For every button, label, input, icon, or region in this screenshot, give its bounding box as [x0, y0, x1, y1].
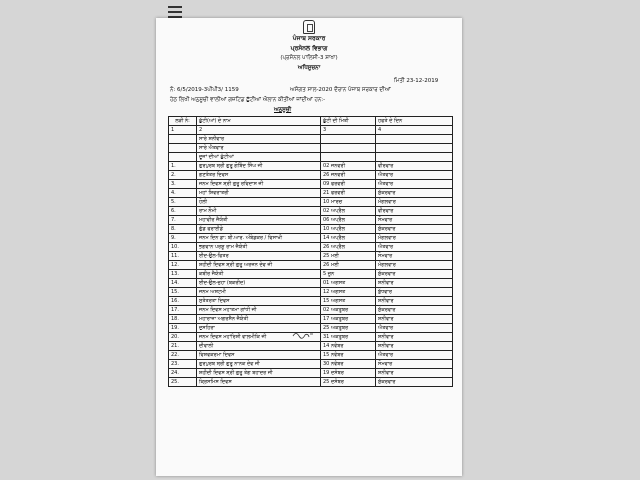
note-row: [169, 144, 453, 153]
holiday-date-cell: 02 ਅਪ੍ਰੈਲ: [321, 207, 376, 216]
header-cell: ਲੜੀ ਨੰ:: [169, 117, 197, 126]
holiday-name-cell: ਜਨਮ ਦਿਵਸ ਮਹਾਤਮਾ ਗਾਂਧੀ ਜੀ: [197, 306, 321, 315]
holiday-row: [169, 216, 453, 225]
holiday-name-cell: ਸ਼ਹੀਦੀ ਦਿਵਸ ਸ਼੍ਰੀ ਗੁਰੂ ਤੇਗ ਬਹਾਦਰ ਜੀ: [197, 369, 321, 378]
emblem-icon: [303, 20, 315, 34]
weekday-cell: ਸੋਮਵਾਰ: [376, 360, 453, 369]
holiday-name-cell: ਹੋਲੀ: [197, 198, 321, 207]
weekday-cell: ਸੋਮਵਾਰ: [376, 252, 453, 261]
holiday-name-cell: ਜਨਮ ਦਿਵਸ ਮਹਾਂਰਿਸ਼ੀ ਵਾਲਮੀਕਿ ਜੀ: [197, 333, 321, 342]
serial-cell: 15.: [169, 288, 197, 297]
holiday-name-cell: ਗਣਤੰਤਰ ਦਿਵਸ: [197, 171, 321, 180]
holiday-date-cell: 25 ਅਕਤੂਬਰ: [321, 324, 376, 333]
column-number: 3: [321, 126, 376, 135]
holiday-name-cell: ਮਹਾਵੀਰ ਜੈਯੰਤੀ: [197, 216, 321, 225]
holiday-name-cell: ਰਾਮ ਨੌਮੀ: [197, 207, 321, 216]
serial-cell: 18.: [169, 315, 197, 324]
holiday-row: [169, 261, 453, 270]
weekday-cell: ਸ਼ੁੱਕਰਵਾਰ: [376, 306, 453, 315]
holiday-name-cell: ਜਨਮ ਦਿਨ ਡਾ: ਬੀ.ਆਰ. ਅੰਬੇਡਕਰ / ਵਿਸਾਖੀ: [197, 234, 321, 243]
schedule-subtitle: ਅਨੁਸੂਚੀ: [274, 107, 292, 113]
serial-cell: 17.: [169, 306, 197, 315]
holiday-date-cell: 25 ਮਈ: [321, 252, 376, 261]
holiday-date-cell: 12 ਅਗਸਤ: [321, 288, 376, 297]
holiday-row: [169, 243, 453, 252]
header-row: [169, 117, 453, 126]
holiday-row: [169, 306, 453, 315]
serial-cell: 12.: [169, 261, 197, 270]
holiday-name-cell: ਕਬੀਰ ਜੈਯੰਤੀ: [197, 270, 321, 279]
holiday-row: [169, 351, 453, 360]
serial-cell: 8.: [169, 225, 197, 234]
holiday-row: [169, 171, 453, 180]
holiday-name-cell: ਈਦ-ਉਲ-ਜੁਹਾ (ਬਕਰੀਦ): [197, 279, 321, 288]
weekday-cell: ਐਤਵਾਰ: [376, 351, 453, 360]
holiday-row: [169, 279, 453, 288]
weekday-cell: ਸ਼ਨੀਵਾਰ: [376, 315, 453, 324]
holiday-date-cell: 26 ਮਈ: [321, 261, 376, 270]
holiday-date-cell: 19 ਦਸੰਬਰ: [321, 369, 376, 378]
serial-cell: 25.: [169, 378, 197, 387]
serial-cell: 2.: [169, 171, 197, 180]
weekday-cell: ਮੰਗਲਵਾਰ: [376, 234, 453, 243]
holiday-date-cell: 10 ਮਾਰਚ: [321, 198, 376, 207]
holiday-row: [169, 234, 453, 243]
weekday-cell: ਸ਼ਨੀਵਾਰ: [376, 369, 453, 378]
weekday-cell: ਸੋਮਵਾਰ: [376, 216, 453, 225]
weekday-cell: ਵੀਰਵਾਰ: [376, 162, 453, 171]
holiday-date-cell: 25 ਦਸੰਬਰ: [321, 378, 376, 387]
column-number: 4: [376, 126, 453, 135]
holiday-row: [169, 162, 453, 171]
serial-cell: 3.: [169, 180, 197, 189]
holiday-row: [169, 360, 453, 369]
weekday-cell: ਸ਼ੁੱਕਰਵਾਰ: [376, 189, 453, 198]
holiday-row: [169, 180, 453, 189]
weekday-cell: ਬੁੱਧਵਾਰ: [376, 288, 453, 297]
header-government: ਪੰਜਾਬ ਸਰਕਾਰ: [292, 35, 326, 42]
holiday-name-cell: ਗੁੱਡ ਫਰਾਈਡੇ: [197, 225, 321, 234]
header-cell: ਛੁੱਟੀ(ਆਂ) ਦੇ ਨਾਮ: [197, 117, 321, 126]
holiday-date-cell: 5 ਜੂਨ: [321, 270, 376, 279]
holiday-row: [169, 342, 453, 351]
holiday-date-cell: 10 ਅਪ੍ਰੈਲ: [321, 225, 376, 234]
weekday-cell: ਸ਼ਨੀਵਾਰ: [376, 333, 453, 342]
holiday-row: [169, 252, 453, 261]
weekday-cell: ਸ਼ਨੀਵਾਰ: [376, 297, 453, 306]
header-department: ਪ੍ਰਸੋਨਲ ਵਿਭਾਗ: [290, 45, 328, 52]
weekday-cell: ਸ਼ੁੱਕਰਵਾਰ: [376, 270, 453, 279]
holiday-row: [169, 270, 453, 279]
holiday-row: [169, 198, 453, 207]
header-notification: ਅਧਿਸੂਚਨਾ: [297, 65, 321, 71]
weekday-cell: ਐਤਵਾਰ: [376, 243, 453, 252]
serial-cell: 1.: [169, 162, 197, 171]
serial-cell: 11.: [169, 252, 197, 261]
holiday-date-cell: 17 ਅਕਤੂਬਰ: [321, 315, 376, 324]
column-number: 1: [169, 126, 197, 135]
holiday-row: [169, 315, 453, 324]
header-cell: ਹਫਤੇ ਦੇ ਦਿਨ: [376, 117, 453, 126]
holiday-date-cell: 09 ਫਰਵਰੀ: [321, 180, 376, 189]
holiday-name-cell: ਮਹਾਰਾਜਾ ਅਗਰਸੈਨ ਜੈਯੰਤੀ: [197, 315, 321, 324]
column-number: 2: [197, 126, 321, 135]
serial-cell: 23.: [169, 360, 197, 369]
weekday-cell: ਸ਼ਨੀਵਾਰ: [376, 279, 453, 288]
holiday-date-cell: 30 ਨਵੰਬਰ: [321, 360, 376, 369]
header-cell: ਛੁੱਟੀ ਦੀ ਮਿਤੀ: [321, 117, 376, 126]
holiday-row: [169, 225, 453, 234]
weekday-cell: ਐਤਵਾਰ: [376, 171, 453, 180]
holiday-name-cell: ਗੁਰਪੁਰਬ ਸ਼੍ਰੀ ਗੁਰੂ ਗੋਬਿੰਦ ਸਿੰਘ ਜੀ: [197, 162, 321, 171]
holiday-date-cell: 15 ਅਗਸਤ: [321, 297, 376, 306]
holiday-name-cell: ਜਨਮ ਦਿਵਸ ਸ਼੍ਰੀ ਗੁਰੂ ਰਵਿਦਾਸ ਜੀ: [197, 180, 321, 189]
weekday-cell: ਸ਼ੁੱਕਰਵਾਰ: [376, 225, 453, 234]
holiday-date-cell: 26 ਅਪ੍ਰੈਲ: [321, 243, 376, 252]
holiday-table: [168, 116, 453, 387]
holiday-name-cell: ਸ਼ਹੀਦੀ ਦਿਵਸ ਸ਼੍ਰੀ ਗੁਰੂ ਅਰਜਨ ਦੇਵ ਜੀ: [197, 261, 321, 270]
holiday-date-cell: 26 ਜਨਵਰੀ: [321, 171, 376, 180]
document-page: [156, 18, 462, 476]
serial-cell: 22.: [169, 351, 197, 360]
holiday-date-cell: 15 ਨਵੰਬਰ: [321, 351, 376, 360]
holiday-row: [169, 369, 453, 378]
reference-number: ਨੰ: 6/5/2019-3ਪੀਪੀ3/ 1159: [170, 87, 239, 93]
memo-title: ਅਸੰਗਤ ਸਾਲ-2020 ਦੌਰਾਨ ਪੰਜਾਬ ਸਰਕਾਰ ਦੀਆਂ: [290, 87, 391, 93]
holiday-name-cell: ਭਗਵਾਨ ਪਰਸ਼ੂ ਰਾਮ ਜੈਯੰਤੀ: [197, 243, 321, 252]
serial-cell: 10.: [169, 243, 197, 252]
weekday-cell: ਸ਼ਨੀਵਾਰ: [376, 342, 453, 351]
weekday-cell: ਐਤਵਾਰ: [376, 324, 453, 333]
serial-cell: 7.: [169, 216, 197, 225]
holiday-date-cell: 21 ਫਰਵਰੀ: [321, 189, 376, 198]
serial-cell: 16.: [169, 297, 197, 306]
holiday-date-cell: 02 ਅਕਤੂਬਰ: [321, 306, 376, 315]
holiday-name-cell: ਜਨਮ ਅਸ਼ਟਮੀ: [197, 288, 321, 297]
holiday-name-cell: ਦੀਵਾਲੀ: [197, 342, 321, 351]
weekday-cell: ਸ਼ੁੱਕਰਵਾਰ: [376, 378, 453, 387]
weekday-cell: ਮੰਗਲਵਾਰ: [376, 261, 453, 270]
header-branch: (ਪ੍ਰਸੋਨਲ ਪਾਲਿਸੀ-3 ਸ਼ਾਖਾ): [280, 55, 338, 61]
holiday-row: [169, 207, 453, 216]
holiday-row: [169, 288, 453, 297]
holiday-date-cell: 31 ਅਕਤੂਬਰ: [321, 333, 376, 342]
serial-cell: 14.: [169, 279, 197, 288]
holiday-name-cell: ਦੁਸਹਿਰਾ: [197, 324, 321, 333]
serial-cell: 13.: [169, 270, 197, 279]
holiday-name-cell: ਮਹਾਂ ਸ਼ਿਵਰਾਤਰੀ: [197, 189, 321, 198]
holiday-row: [169, 189, 453, 198]
holiday-name-cell: ਈਦ-ਉਲ-ਫਿਤਰ: [197, 252, 321, 261]
serial-cell: 24.: [169, 369, 197, 378]
serial-cell: 6.: [169, 207, 197, 216]
serial-cell: 9.: [169, 234, 197, 243]
document-date: ਮਿਤੀ 23-12-2019: [394, 78, 439, 84]
holiday-name-cell: ਗੁਰਪੁਰਬ ਸ਼੍ਰੀ ਗੁਰੂ ਨਾਨਕ ਦੇਵ ਜੀ: [197, 360, 321, 369]
serial-cell: 20.: [169, 333, 197, 342]
column-number-row: [169, 126, 453, 135]
holiday-row: [169, 378, 453, 387]
holiday-date-cell: 06 ਅਪ੍ਰੈਲ: [321, 216, 376, 225]
weekday-cell: ਵੀਰਵਾਰ: [376, 207, 453, 216]
serial-cell: 4.: [169, 189, 197, 198]
note-cell: ਸਾਰੇ ਸ਼ਨੀਵਾਰ: [197, 135, 321, 144]
note-cell: ਦੂਜਾਂ ਦੀਆਂ ਛੁੱਟੀਆਂ: [197, 153, 321, 162]
note-row: [169, 153, 453, 162]
note-cell: ਸਾਰੇ ਐਤਵਾਰ: [197, 144, 321, 153]
weekday-cell: ਐਤਵਾਰ: [376, 180, 453, 189]
serial-cell: 21.: [169, 342, 197, 351]
serial-cell: 5.: [169, 198, 197, 207]
note-row: [169, 135, 453, 144]
holiday-row: [169, 297, 453, 306]
holiday-date-cell: 14 ਅਪ੍ਰੈਲ: [321, 234, 376, 243]
holiday-date-cell: 14 ਨਵੰਬਰ: [321, 342, 376, 351]
intro-text: ਹੇਠ ਲਿਖੀ ਅਨੁਸੂਚੀ ਵਾਲੀਆਂ ਗਜ਼ਟਿਡ ਛੁੱਟੀਆਂ ਐਲਾਨ ਕੀਤੀਆਂ ਜਾਂਦੀਆਂ ਹਨ:-: [170, 97, 326, 103]
handwritten-mark: [292, 330, 314, 340]
holiday-name-cell: ਸੁਤੰਤਰਤਾ ਦਿਵਸ: [197, 297, 321, 306]
weekday-cell: ਮੰਗਲਵਾਰ: [376, 198, 453, 207]
holiday-name-cell: ਵਿਸ਼ਵਕਰਮਾ ਦਿਵਸ: [197, 351, 321, 360]
holiday-name-cell: ਕ੍ਰਿਸਮਿਸ ਦਿਵਸ: [197, 378, 321, 387]
holiday-date-cell: 01 ਅਗਸਤ: [321, 279, 376, 288]
serial-cell: 19.: [169, 324, 197, 333]
holiday-date-cell: 02 ਜਨਵਰੀ: [321, 162, 376, 171]
